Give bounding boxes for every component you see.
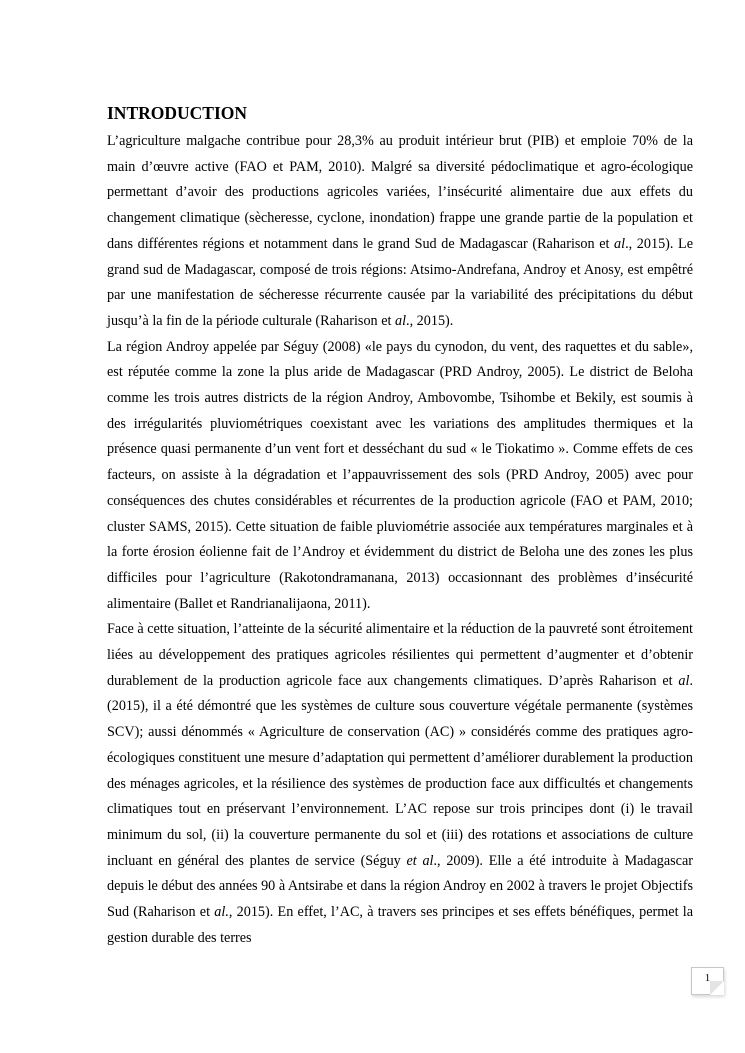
text-run: Face à cette situation, l’atteinte de la sécurité alimentaire et la réduction de la pauvreté sont étroitement liées au développement des pratiques agricoles résilientes qui permettent d’augmenter et d’obtenir durablement de la production agricole face aux changements climatiques. D’après Raharison et xyxy=(107,621,693,689)
text-run: L’agriculture malgache contribue pour 28,3% au produit intérieur brut (PIB) et emploie 70% de la main d’œuvre active (FAO et PAM, 2010). Malgré sa diversité pédoclimatique et agro-écologique permettant d’avoir des productions agricoles variées, l’insécurité alimentaire due aux effets du changement climatique (sècheresse, cyclone, inondation) frappe une grande partie de la population et dans différentes régions et notamment dans le grand Sud de Madagascar (Raharison et xyxy=(107,133,693,252)
text-run: ., 2015). xyxy=(406,312,454,329)
body-text xyxy=(107,129,693,952)
text-run: . (2015), il a été démontré que les systèmes de culture sous couverture végétale permanente (systèmes SCV); aussi dénommés « Agriculture de conservation (AC) » considérés comme des pratiques agro-écologiques constituent une mesure d’adaptation qui permettent d’améliorer durablement la production des ménages agricoles, et la résilience des systèmes de production face aux difficultés et changements climatiques tout en préservant l’environnement. L’AC repose sur trois principes dont (i) le travail minimum du sol, (ii) la couverture permanente du sol et (iii) des rotations et associations de culture incluant en général des plantes de service (Séguy xyxy=(107,672,693,869)
text-run: ., 2015). Le grand sud de Madagascar, composé de trois régions: Atsimo-Andrefana, Androy et Anosy, est empêtré par une manifestation de sécheresse récurrente causée par la variabilité des précipitations du début jusqu’à la fin de la période culturale (Raharison et xyxy=(107,235,693,329)
paragraph-1 xyxy=(107,129,693,335)
text-run-italic: al xyxy=(614,235,626,252)
page-number: 1 xyxy=(691,967,724,995)
text-run-italic: al xyxy=(678,672,690,689)
text-run: , 2015). En effet, l’AC, à travers ses principes et ses effets bénéfiques, permet la gestion durable des terres xyxy=(107,904,693,946)
text-run-italic: et al xyxy=(406,852,434,869)
text-run: ., 2009). Elle a été introduite à Madagascar depuis le début des années 90 à Antsirabe et dans la région Androy en 2002 à travers le projet Objectifs Sud (Raharison et xyxy=(107,852,693,921)
paragraph-2 xyxy=(107,335,693,618)
paragraph-3 xyxy=(107,617,693,951)
text-run-italic: al. xyxy=(214,904,229,921)
section-heading: INTRODUCTION xyxy=(107,103,248,123)
text-run: La région Androy appelée par Séguy (2008) «le pays du cynodon, du vent, des raquettes et du sable», est réputée comme la zone la plus aride de Madagascar (PRD Androy, 2005). Le district de Beloha comme les trois autres districts de la région Androy, Ambovombe, Tsihombe et Bekily, est soumis à des irrégularités pluviométriques coexistant avec les variations des amplitudes thermiques et la présence quasi permanente d’un vent fort et desséchant du sud « le Tiokatimo ». Comme effets de ces facteurs, on assiste à la dégradation et l’appauvrissement des sols (PRD Androy, 2005) avec pour conséquences des chutes considérables et récurrentes de la production agricole (FAO et PAM, 2010; cluster SAMS, 2015). Cette situation de faible pluviométrie associée aux températures marginales et à la forte érosion éolienne fait de l’Androy et évidemment du district de Beloha une des zones les plus difficiles pour l’agriculture (Rakotondramanana, 2013) occasionnant des problèmes d’insécurité alimentaire (Ballet et Randrianalijaona, 2011). xyxy=(107,338,693,612)
text-run-italic: al xyxy=(394,312,407,329)
